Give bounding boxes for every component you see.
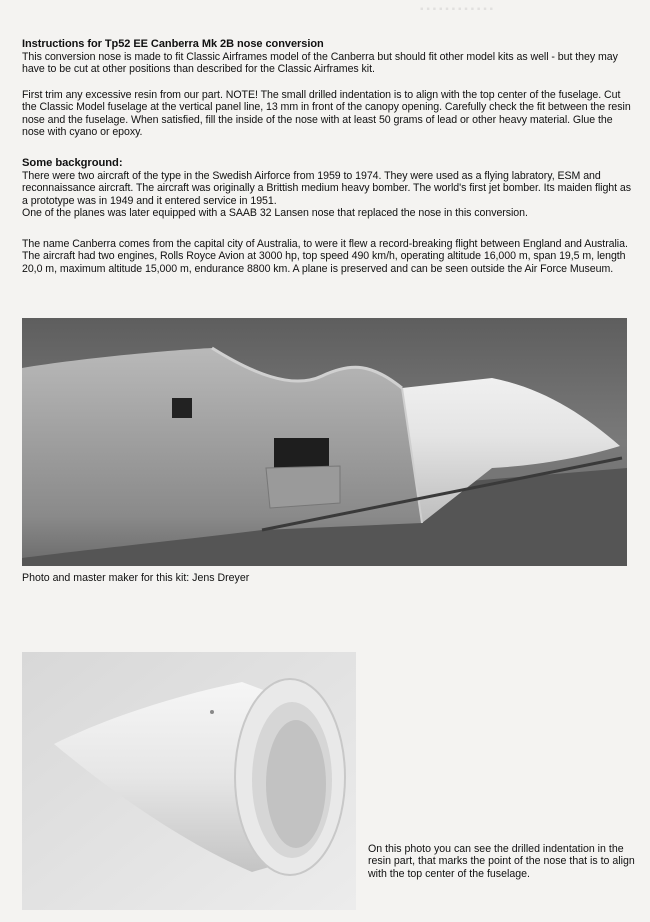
- document-title: Instructions for Tp52 EE Canberra Mk 2B nose conversion: [22, 38, 324, 50]
- background-heading: Some background:: [22, 157, 123, 169]
- name-origin-paragraph: The name Canberra comes from the capital city of Australia, to were it flew a record-breaking flight between England and Australia. The aircraft had two engines, Rolls Royce Avion at 3000 hp, top speed 490 km/h, operating altitude 16,000 m, span 19,5 m, length 20,0 m, maximum altitude 15,000 m, endurance 8800 km. A plane is preserved and can be seen outside the Air Force Museum.: [22, 238, 628, 275]
- resin-nose-photo: [22, 652, 356, 910]
- photo-credit-caption: Photo and master maker for this kit: Jens Dreyer: [22, 572, 250, 584]
- trim-instructions-paragraph: First trim any excessive resin from our part. NOTE! The small drilled indentation is to align with the top center of the fuselage. Cut the Classic Model fuselage at the vertical panel line, 13 mm in front of the canopy opening. Carefully check the fit between the resin nose and the fuselage. When satisfied, fill the inside of the nose with at least 50 grams of lead or other heavy material. Glue the nose with cyano or epoxy.: [22, 89, 631, 139]
- indentation-caption: On this photo you can see the drilled indentation in the resin part, that marks the point of the nose that is to align with the top center of the fuselage.: [368, 843, 635, 880]
- resin-nose-illustration: [22, 652, 356, 910]
- background-paragraph: [22, 170, 634, 220]
- bleed-through-text: ▪ ▪ ▪ ▪ ▪ ▪ ▪ ▪ ▪ ▪ ▪ ▪: [420, 4, 494, 15]
- background-text-1: There were two aircraft of the type in the Swedish Airforce from 1959 to 1974. They were used as a flying labratory, ESM and reconnaissance aircraft. The aircraft was originally a Brittish medium heavy bomber. The world's first jet bomber. Its maiden flight as a prototype was in 1949 and it entered service in 1951.: [22, 170, 631, 207]
- fuselage-photo: [22, 318, 627, 566]
- intro-paragraph: This conversion nose is made to fit Classic Airframes model of the Canberra but should fit other model kits as well - but they may have to be cut at other positions than described for the Classic Airframes kit.: [22, 51, 618, 76]
- fuselage-illustration: [22, 318, 627, 566]
- background-text-2: One of the planes was later equipped with a SAAB 32 Lansen nose that replaced the nose in this conversion.: [22, 207, 528, 220]
